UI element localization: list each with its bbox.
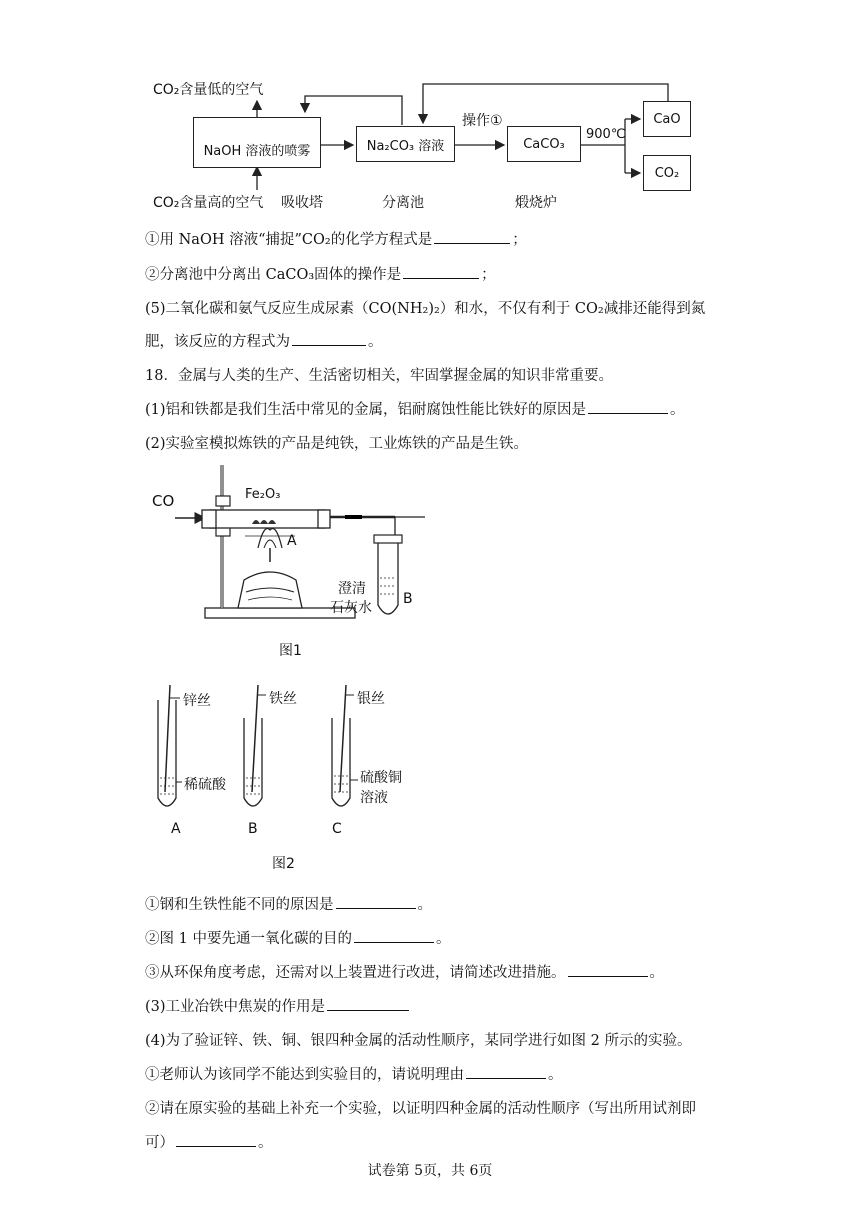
q17-line-4 xyxy=(145,331,383,353)
answer-blank xyxy=(588,399,668,414)
separator-box: Na₂CO₃ 溶液 xyxy=(356,126,455,162)
q17-line-2 xyxy=(145,264,496,286)
q17-line-2-end: ； xyxy=(481,267,496,283)
q18-intro-text: 18．金属与人类的生产、生活密切相关，牢固掌握金属的知识非常重要。 xyxy=(145,368,613,384)
absorber-box: NaOH 溶液的喷雾 xyxy=(193,117,321,168)
q17-line-1-end: ； xyxy=(512,232,527,248)
q18-part-1 xyxy=(145,399,685,421)
co2-box: CO₂ xyxy=(643,155,691,191)
q18-part-1-text: (1)铝和铁都是我们生活中常见的金属，铝耐腐蚀性能比铁好的原因是 xyxy=(145,402,587,418)
answer-blank xyxy=(176,1132,256,1147)
separator-label: 分离池 xyxy=(382,195,424,211)
q18-sub-2-end: 。 xyxy=(435,931,451,947)
q18-sub-1-end: 。 xyxy=(417,897,432,913)
tube-a-label: A xyxy=(171,821,181,837)
q18-sub-3 xyxy=(145,962,664,984)
answer-blank xyxy=(403,264,479,279)
q18-part-3 xyxy=(145,996,411,1018)
q18-part-4 xyxy=(145,1030,691,1052)
label-b: B xyxy=(403,591,413,607)
furnace-label: 煅烧炉 xyxy=(515,195,557,211)
zinc-wire-label: 锌丝 xyxy=(183,693,211,709)
answer-blank xyxy=(336,894,416,909)
q18-part-3-text: (3)工业冶铁中焦炭的作用是 xyxy=(145,999,326,1015)
answer-blank xyxy=(292,331,366,346)
figure-2-caption: 图2 xyxy=(272,856,295,872)
q18-part-4-sub-1 xyxy=(145,1064,563,1086)
q17-line-4-end: 。 xyxy=(368,334,383,350)
q17-line-3 xyxy=(145,298,705,320)
q18-sub-1-text: ①钢和生铁性能不同的原因是 xyxy=(145,897,334,913)
cuso4-label-1: 硫酸铜 xyxy=(360,770,402,786)
dilute-acid-label: 稀硫酸 xyxy=(184,777,226,793)
q18-part-4-sub-2-text: ②请在原实验的基础上补充一个实验，以证明四种金属的活动性顺序（写出所用试剂即 xyxy=(145,1101,696,1117)
q18-sub-2 xyxy=(145,928,450,950)
tube-b-label: B xyxy=(248,821,258,837)
co-label: CO xyxy=(152,492,175,510)
q18-part-4-text: (4)为了验证锌、铁、铜、银四种金属的活动性顺序，某同学进行如图 2 所示的实验。 xyxy=(145,1033,692,1049)
answer-blank xyxy=(327,996,409,1011)
flow-arrows xyxy=(0,0,860,215)
q18-intro xyxy=(145,365,613,387)
q18-sub-2-text: ②图 1 中要先通一氧化碳的目的 xyxy=(145,931,352,947)
q17-line-1 xyxy=(145,229,527,251)
caco3-box: CaCO₃ xyxy=(507,126,581,162)
q17-line-3-text: (5)二氧化碳和氨气反应生成尿素（CO(NH₂)₂）和水，不仅有利于 CO₂减排还能得到氮 xyxy=(145,301,706,317)
q17-line-2-text: ②分离池中分离出 CaCO₃固体的操作是 xyxy=(145,267,402,283)
q18-part-4-sub-1-text: ①老师认为该同学不能达到实验目的，请说明理由 xyxy=(145,1067,464,1083)
absorber-label: 吸收塔 xyxy=(281,195,323,211)
q17-line-1-text: ①用 NaOH 溶液“捕捉”CO₂的化学方程式是 xyxy=(145,232,433,248)
cao-box: CaO xyxy=(643,101,691,137)
answer-blank xyxy=(434,229,510,244)
q18-sub-3-text: ③从环保角度考虑，还需对以上装置进行改进，请简述改进措施。 xyxy=(145,965,566,981)
q17-line-4-text: 肥，该反应的方程式为 xyxy=(145,334,290,350)
limewater-label-1: 澄清 xyxy=(338,581,366,597)
q18-part-2 xyxy=(145,433,528,455)
q18-part-4-sub-1-end: 。 xyxy=(548,1067,563,1083)
tube-c-label: C xyxy=(332,821,342,837)
page-footer: 试卷第 5页，共 6页 xyxy=(367,1163,493,1179)
cuso4-label-2: 溶液 xyxy=(360,790,388,806)
operation-label: 操作① xyxy=(462,113,503,129)
answer-blank xyxy=(568,962,648,977)
temperature-label: 900℃ xyxy=(586,127,626,142)
q18-sub-3-end: 。 xyxy=(649,965,664,981)
q18-part-4-sub-2-cont-end: 。 xyxy=(258,1135,273,1151)
answer-blank xyxy=(466,1064,546,1079)
q18-part-2-text: (2)实验室模拟炼铁的产品是纯铁，工业炼铁的产品是生铁。 xyxy=(145,436,529,452)
figure-1-apparatus xyxy=(140,460,440,660)
iron-wire-label: 铁丝 xyxy=(269,691,297,707)
answer-blank xyxy=(354,928,434,943)
q18-sub-1 xyxy=(145,894,432,916)
fe2o3-label: Fe₂O₃ xyxy=(245,487,281,502)
limewater-label-2: 石灰水 xyxy=(330,600,372,616)
low-co2-air-label: CO₂含量低的空气 xyxy=(153,82,264,98)
q18-part-4-sub-2-cont xyxy=(145,1132,273,1154)
silver-wire-label: 银丝 xyxy=(357,691,385,707)
q18-part-4-sub-2-cont-text: 可） xyxy=(145,1135,174,1151)
q18-part-4-sub-2 xyxy=(145,1098,696,1120)
label-a: A xyxy=(287,533,297,549)
high-co2-air-label: CO₂含量高的空气 xyxy=(153,195,264,211)
figure-1-caption: 图1 xyxy=(279,643,302,659)
q18-part-1-end: 。 xyxy=(670,402,685,418)
